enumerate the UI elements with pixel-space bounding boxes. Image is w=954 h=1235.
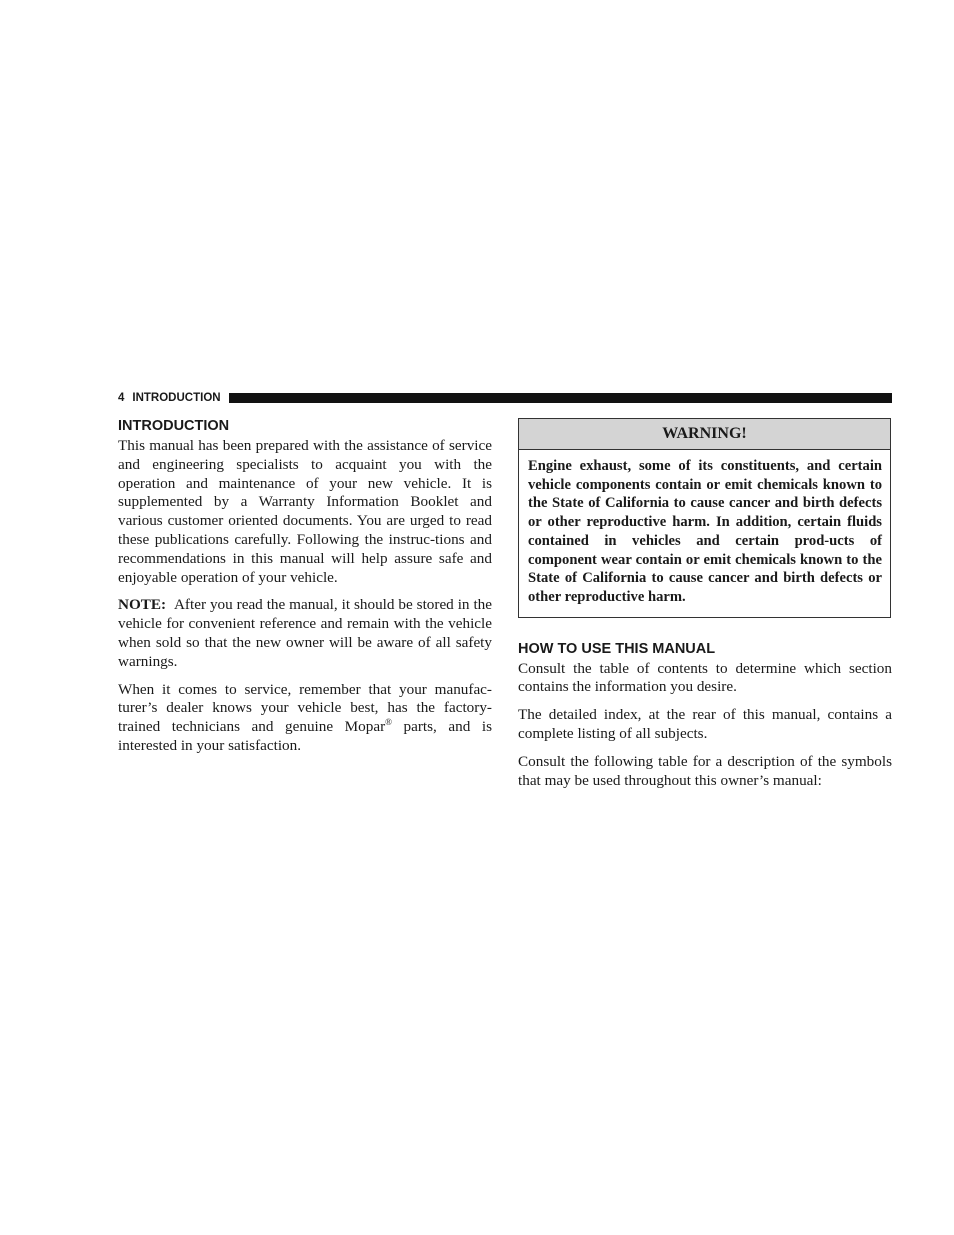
header-rule: [229, 393, 892, 403]
right-column: [518, 418, 892, 799]
note-label: NOTE:: [118, 596, 167, 614]
intro-paragraph: This manual has been prepared with the assistance of service and engineering specialists to acquaint you with the operation and maintenance of your new vehicle. It is supplemented by a Warranty Information Booklet and various customer oriented documents. You are urged to read these publications carefully. Following the instruc-tions and recommendations in this manual will help assure safe and enjoyable operation of your vehicle.: [118, 437, 492, 586]
index-paragraph: The detailed index, at the rear of this manual, contains a complete listing of all subjects.: [518, 706, 892, 743]
service-text-a: When it comes to service, remember that your manufac-turer’s dealer knows your vehicle best, has the factory-trained technicians and genuine Mopar: [118, 680, 492, 736]
service-paragraph: [118, 681, 492, 756]
warning-text: Engine exhaust, some of its constituents, and certain vehicle components contain or emit chemicals known to the State of California to cause cancer and birth defects or other reproductive harm. In addition, certain fluids contained in vehicles and certain prod-ucts of component wear contain or emit chemicals known to the State of California to cause cancer and birth defects or other reproductive harm.: [528, 458, 882, 605]
section-title: INTRODUCTION: [132, 392, 221, 404]
page-number: 4: [118, 392, 125, 404]
page-header: [118, 390, 892, 406]
registered-mark: ®: [385, 717, 392, 728]
warning-box: [518, 418, 891, 618]
service-text-b: parts, and is interested in your satisfaction.: [118, 718, 492, 754]
note-text: After you read the manual, it should be stored in the vehicle for convenient reference and remain with the vehicle when sold so that the new owner will be aware of all safety warnings.: [118, 596, 493, 670]
left-column: [118, 417, 492, 765]
contents-paragraph: Consult the table of contents to determine which section contains the information you desire.: [518, 659, 892, 696]
symbols-paragraph: Consult the following table for a description of the symbols that may be used throughout this owner’s manual:: [518, 752, 892, 789]
how-to-use-heading: HOW TO USE THIS MANUAL: [518, 640, 716, 657]
warning-title: WARNING!: [519, 419, 890, 450]
introduction-heading: INTRODUCTION: [118, 418, 230, 434]
note-paragraph: [118, 596, 492, 671]
